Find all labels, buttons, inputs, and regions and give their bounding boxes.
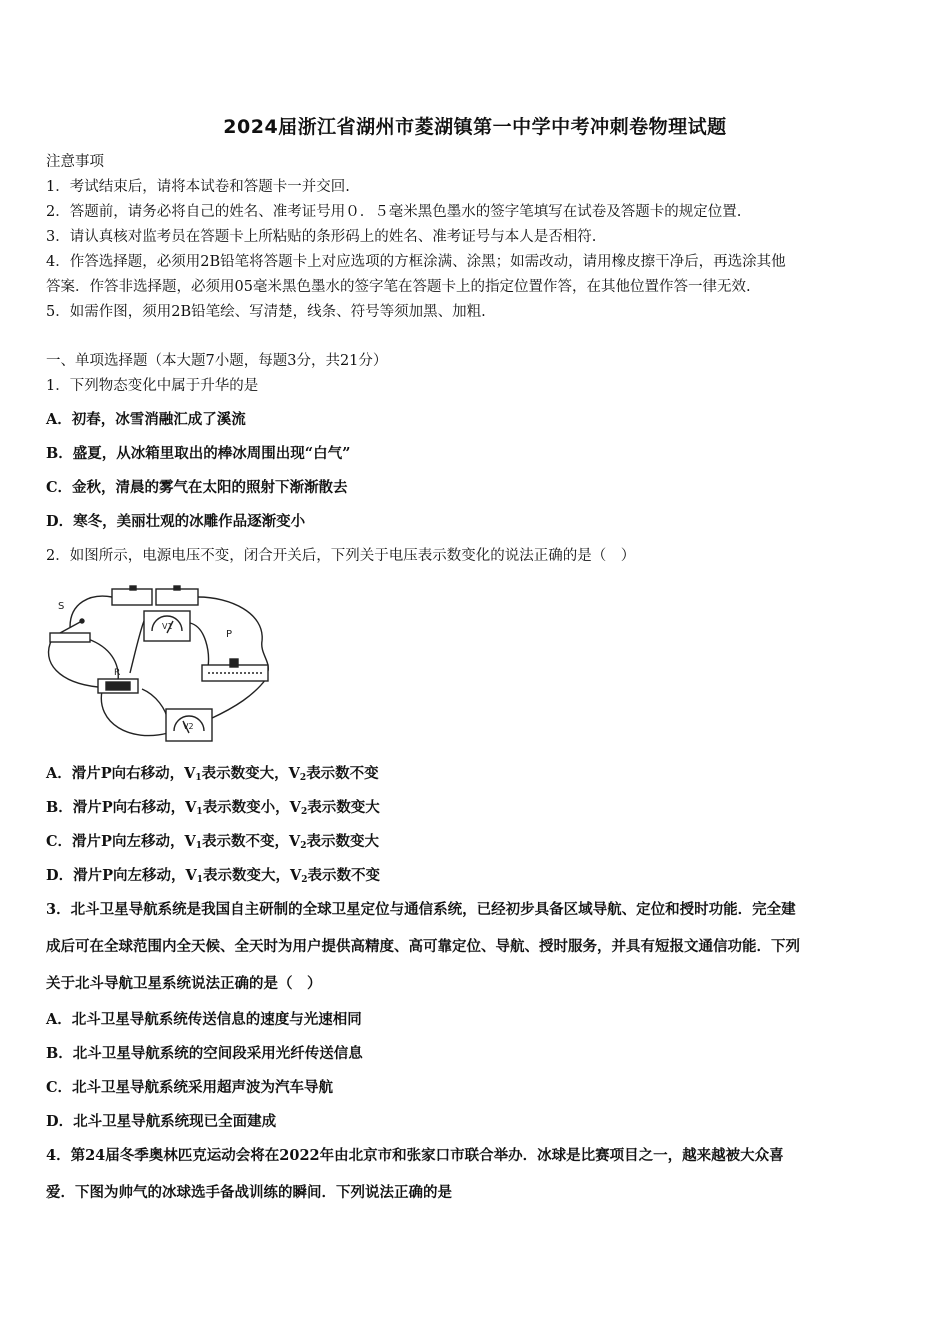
q2-option-c-sub1: 1 — [195, 841, 202, 851]
q2-option-b-end: 表示数变大 — [307, 799, 380, 816]
q2-option-a-sub2: 2 — [299, 773, 307, 783]
q3-stem-line-3: 关于北斗导航卫星系统说法正确的是（ ） — [46, 975, 322, 992]
q1-option-a: A．初春，冰雪消融汇成了溪流 — [46, 411, 246, 428]
label-voltmeter-2: V2 — [183, 722, 194, 731]
q2-option-d-end: 表示数不变 — [307, 867, 381, 884]
q2-option-c — [46, 832, 379, 856]
notes-heading: 注意事项 — [46, 154, 104, 170]
q4-stem-line-1: 4．第24届冬季奥林匹克运动会将在2022年由北京市和张家口市联合举办．冰球是比赛项目之一，越来越被大众喜 — [46, 1147, 784, 1164]
label-voltmeter-1: V1 — [162, 622, 173, 631]
note-item-4-cont: 答案．作答非选择题，必须用05毫米黑色墨水的签字笔在答题卡上的指定位置作答，在其他位置作答一律无效. — [46, 279, 751, 295]
wire-resistor-v1 — [130, 621, 144, 673]
q2-option-d-prefix: D．滑片P向左移动，V — [46, 867, 197, 884]
q3-option-a: A．北斗卫星导航系统传送信息的速度与光速相同 — [46, 1011, 362, 1028]
q2-option-a-sub1: 1 — [195, 773, 202, 783]
wire-bottom — [101, 691, 168, 736]
q2-option-b-sub1: 1 — [196, 807, 203, 817]
q3-option-b: B．北斗卫星导航系统的空间段采用光纤传送信息 — [46, 1045, 363, 1062]
q2-option-a-prefix: A．滑片P向右移动，V — [46, 765, 196, 782]
q2-option-a-end: 表示数不变 — [306, 765, 379, 782]
circuit-diagram — [40, 583, 280, 748]
q1-option-d: D．寒冬，美丽壮观的冰雕作品逐渐变小 — [46, 513, 306, 530]
q1-option-b: B．盛夏，从冰箱里取出的棒冰周围出现“白气” — [46, 445, 351, 462]
note-item-4: 4．作答选择题，必须用2B铅笔将答题卡上对应选项的方框涂满、涂黑；如需改动，请用橡皮擦干净后，再选涂其他 — [46, 254, 786, 270]
q3-stem-line-2: 成后可在全球范围内全天候、全天时为用户提供高精度、高可靠定位、导航、授时服务，并具有短报文通信功能．下列 — [46, 938, 800, 955]
q2-option-c-prefix: C．滑片P向左移动，V — [46, 833, 196, 850]
battery-cell-1 — [112, 589, 152, 605]
section-heading: 一、单项选择题（本大题7小题，每题3分，共21分） — [46, 353, 388, 369]
note-item-2: 2．答题前，请务必将自己的姓名、准考证号用０．５毫米黑色墨水的签字笔填写在试卷及答题卡的规定位置. — [46, 204, 742, 220]
switch-base — [50, 633, 90, 642]
wire-v1-rheo — [190, 623, 208, 667]
q2-stem: 2．如图所示，电源电压不变，闭合开关后，下列关于电压表示数变化的说法正确的是（ ） — [46, 548, 636, 564]
rheostat-slider — [230, 659, 238, 667]
note-item-3: 3．请认真核对监考员在答题卡上所粘贴的条形码上的姓名、准考证号与本人是否相符. — [46, 229, 597, 245]
exam-title: 2024届浙江省湖州市菱湖镇第一中学中考冲刺卷物理试题 — [223, 116, 727, 138]
label-resistor: R — [114, 668, 121, 678]
battery-cell-2 — [156, 589, 198, 605]
q2-option-c-end: 表示数变大 — [306, 833, 379, 850]
q2-option-b-prefix: B．滑片P向右移动，V — [46, 799, 197, 816]
label-rheostat: P — [226, 629, 233, 640]
resistor-core — [106, 682, 130, 690]
q3-option-c: C．北斗卫星导航系统采用超声波为汽车导航 — [46, 1079, 334, 1096]
switch-blade — [60, 621, 82, 633]
q4-stem-line-2: 爱．下图为帅气的冰球选手备战训练的瞬间．下列说法正确的是 — [46, 1184, 452, 1201]
label-switch: S — [58, 601, 65, 612]
q2-option-a — [46, 764, 379, 788]
q3-option-d: D．北斗卫星导航系统现已全面建成 — [46, 1113, 277, 1130]
q2-option-b — [46, 798, 380, 822]
q1-stem: 1．下列物态变化中属于升华的是 — [46, 378, 259, 394]
q2-option-d — [46, 866, 380, 890]
q2-option-d-mid: 表示数变大，V — [203, 867, 302, 884]
q2-option-b-sub2: 2 — [300, 807, 308, 817]
q1-option-c: C．金秋，清晨的雾气在太阳的照射下渐渐散去 — [46, 479, 348, 496]
q2-option-d-sub2: 2 — [301, 875, 308, 885]
q2-option-d-sub1: 1 — [196, 875, 203, 885]
note-item-1: 1．考试结束后，请将本试卷和答题卡一并交回. — [46, 179, 350, 195]
wire-resistor-v2 — [142, 689, 168, 721]
q2-option-c-mid: 表示数不变，V — [201, 833, 301, 850]
battery-cap-1 — [130, 586, 136, 590]
q2-option-a-mid: 表示数变大，V — [201, 765, 300, 782]
battery-cap-2 — [174, 586, 180, 590]
wire-top-left — [70, 596, 112, 627]
switch-knob — [80, 619, 84, 623]
q2-option-b-mid: 表示数变小，V — [202, 799, 301, 816]
wire-left-loop — [49, 639, 98, 687]
wire-v2-rheo — [210, 679, 266, 719]
q2-option-c-sub2: 2 — [300, 841, 307, 851]
q3-stem-line-1: 3．北斗卫星导航系统是我国自主研制的全球卫星定位与通信系统，已经初步具备区域导航、定位和授时功能．完全建 — [46, 901, 796, 918]
note-item-5: 5．如需作图，须用2B铅笔绘、写清楚，线条、符号等须加黑、加粗. — [46, 304, 486, 320]
